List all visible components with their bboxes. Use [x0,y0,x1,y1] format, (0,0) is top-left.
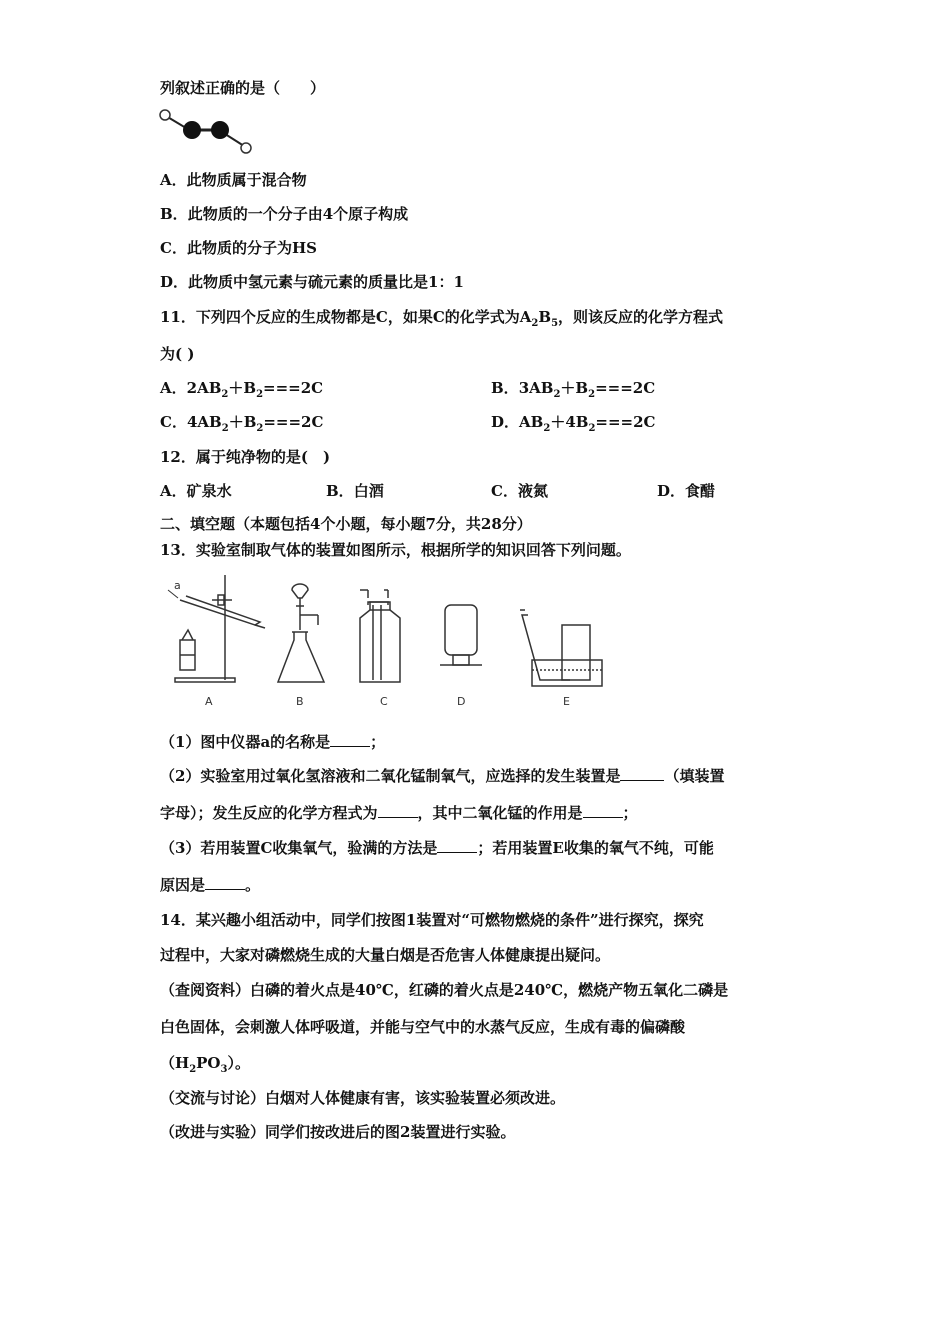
subscript: 2 [189,1064,197,1075]
q14-line1: 14．某兴趣小组活动中，同学们按图1装置对“可燃物燃烧的条件”进行探究，探究 [160,911,704,929]
subscript: 2 [543,423,551,434]
q13-part3-line2 [160,875,260,895]
q13-part2-line2 [160,803,638,823]
option-key: D． [657,482,686,500]
q11-stem-line2: 为( ) [160,345,195,363]
option-text: 此物质属于混合物 [186,171,307,189]
q14-text: ）。 [227,1054,250,1072]
subscript: 2 [256,389,264,400]
q13-text: ；若用装置E收集的氧气不纯，可能 [477,839,714,857]
q10-option-b [160,204,408,224]
subscript: 3 [220,1064,228,1075]
q12-option-b [326,481,384,501]
subscript: 2 [221,389,229,400]
option-text: 液氮 [517,482,548,500]
option-key: C． [160,413,187,431]
option-key: B． [326,482,354,500]
q12-option-d [657,481,715,501]
formula-part: ＋B [228,413,257,431]
q14-line2: 过程中，大家对磷燃烧生成的大量白烟是否危害人体健康提出疑问。 [160,946,611,964]
q13-text: （2）实验室用过氧化氢溶液和二氧化锰制氧气，应选择的发生装置是 [160,767,621,785]
option-text: 此物质的一个分子由4个原子构成 [187,205,409,223]
apparatus-b [278,584,324,682]
label-a: a [174,579,181,592]
label-E: E [563,695,570,708]
q13-text: （3）若用装置C收集氧气，验满的方法是 [160,839,438,857]
formula-part: AB [519,413,544,431]
q10-option-d [160,272,464,292]
answer-blank[interactable] [437,838,477,853]
formula-part: ＋B [228,379,257,397]
q12-option-a [160,481,232,501]
sulfur-atom-left [183,121,201,139]
q10-option-c [160,238,317,258]
label-A: A [205,695,213,708]
q13-text: 原因是 [160,876,206,894]
subscript: 2 [531,318,539,329]
q12-stem: 12．属于纯净物的是( ) [160,448,331,466]
apparatus-e [520,610,602,686]
formula-part: ＋B [560,379,589,397]
q11-option-c [160,412,323,435]
answer-blank[interactable] [330,732,370,747]
q11-option-b [491,378,655,401]
formula-part: ===2C [263,413,324,431]
q13-text: ； [370,733,386,751]
answer-blank[interactable] [583,803,623,818]
q11-stem-part: 11．下列四个反应的生成物都是C，如果C的化学式为A [160,308,532,326]
subscript: 2 [588,389,596,400]
q13-text: ； [622,804,638,822]
option-key: A． [160,482,187,500]
formula-part: ＋4B [550,413,589,431]
sulfur-atom-right [211,121,229,139]
q11-stem-part: B [538,308,552,326]
formula-part: 3AB [518,379,554,397]
option-text: 矿泉水 [186,482,232,500]
q11-option-d [491,412,656,435]
q10-stem-tail: 列叙述正确的是（ ） [160,79,326,97]
option-key: B． [491,379,519,397]
apparatus-a [168,575,265,682]
q13-text: ，其中二氧化锰的作用是 [417,804,583,822]
hydrogen-atom-right [241,143,251,153]
q13-stem: 13．实验室制取气体的装置如图所示，根据所学的知识回答下列问题。 [160,541,631,559]
hydrogen-atom-left [160,110,170,120]
answer-blank[interactable] [620,766,664,781]
formula-part: 4AB [186,413,222,431]
subscript: 2 [256,423,264,434]
option-key: D． [160,273,189,291]
q13-part3 [160,838,714,858]
option-key: D． [491,413,520,431]
q14-line3: （查阅资料）白磷的着火点是40℃，红磷的着火点是240℃，燃烧产物五氧化二磷是 [160,981,729,999]
q13-text: （填装置 [664,767,725,785]
formula-part: ===2C [595,413,656,431]
q11-stem-part: ，则该反应的化学方程式 [558,308,724,326]
option-key: C． [160,239,187,257]
subscript: 2 [553,389,561,400]
q11-stem [160,307,723,330]
option-key: A． [160,171,187,189]
q13-part2 [160,766,724,786]
q13-text: 字母）；发生反应的化学方程式为 [160,804,378,822]
q14-line6: （交流与讨论）白烟对人体健康有害，该实验装置必须改进。 [160,1089,566,1107]
subscript: 5 [551,318,559,329]
q14-line5 [160,1053,250,1076]
q14-line7: （改进与实验）同学们按改进后的图2装置进行实验。 [160,1123,516,1141]
label-B: B [296,695,304,708]
option-key: B． [160,205,188,223]
option-key: C． [491,482,518,500]
q14-line4: 白色固体，会刺激人体呼吸道，并能与空气中的水蒸气反应，生成有毒的偏磷酸 [160,1018,686,1036]
subscript: 2 [588,423,596,434]
answer-blank[interactable] [205,875,245,890]
formula-part: ===2C [263,379,324,397]
formula-part: ===2C [595,379,656,397]
option-text: 此物质中氢元素与硫元素的质量比是1：1 [188,273,464,291]
option-text: 此物质的分子为HS [186,239,317,257]
label-D: D [457,695,466,708]
apparatus-d [440,605,482,665]
q13-text: 。 [245,876,261,894]
label-C: C [380,695,388,708]
apparatus-c [360,590,400,682]
q14-text: PO [196,1054,221,1072]
option-key: A． [160,379,187,397]
option-text: 白酒 [353,482,384,500]
gas-apparatus-figure [160,570,620,710]
q11-option-a [160,378,323,401]
option-text: 食醋 [685,482,716,500]
molecule-model-image [158,108,258,158]
formula-part: 2AB [186,379,222,397]
q13-text: （1）图中仪器a的名称是 [160,733,331,751]
q10-option-a [160,170,307,190]
q14-text: （H [160,1054,190,1072]
section-heading: 二、填空题（本题包括4个小题，每小题7分，共28分） [160,515,532,533]
answer-blank[interactable] [378,803,418,818]
q13-part1 [160,732,385,752]
subscript: 2 [221,423,229,434]
q12-option-c [491,481,548,501]
